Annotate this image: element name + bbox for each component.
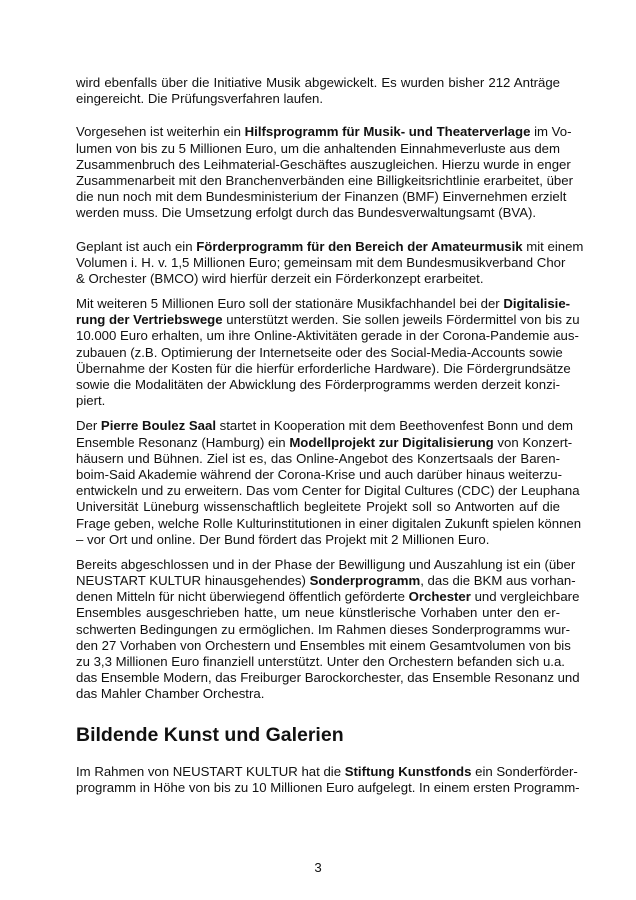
text-line — [76, 312, 580, 328]
text-run: denen Mitteln für nicht überwiegend öffentlich geförderte — [76, 589, 409, 605]
text-line — [76, 621, 571, 638]
text-run: piert. — [76, 393, 106, 409]
bold-text: Stiftung Kunstfonds — [344, 764, 472, 779]
text-line — [76, 670, 580, 686]
text-run: Universität Lüneburg wissenschaftlich begleitete Projekt soll so Antworten auf die — [76, 499, 560, 515]
section-heading: Bildende Kunst und Galerien — [76, 724, 344, 746]
section-paragraph — [76, 764, 580, 796]
text-line — [76, 483, 580, 499]
text-line — [76, 393, 560, 409]
text-line — [76, 764, 578, 780]
text-line — [76, 418, 574, 434]
text-run: wird ebenfalls über die Initiative Musik abgewickelt. Es wurden bisher 212 Anträge — [76, 75, 560, 90]
bold-text: rung der Vertriebswege — [76, 312, 223, 328]
text-run: & Orchester (BMCO) wird hierfür derzeit ein Förderkonzept erarbeitet. — [76, 270, 484, 286]
text-line — [76, 605, 560, 621]
text-run: Bereits abgeschlossen und in der Phase der Bewilligung und Auszahlung ist ein (über — [76, 556, 576, 572]
paragraph — [76, 296, 580, 409]
text-run: boim-Said Akademie während der Corona-Krise und auch darüber hinaus weiterzu- — [76, 466, 563, 482]
text-line — [76, 75, 560, 91]
text-line — [76, 328, 579, 344]
text-run: Der — [76, 418, 101, 434]
text-run: das Ensemble Modern, das Freiburger Barockorchester, das Ensemble Resonanz und — [76, 670, 580, 686]
text-line — [76, 238, 584, 255]
paragraph — [76, 75, 560, 107]
text-run: im Vo- — [530, 124, 572, 140]
text-line — [76, 515, 582, 532]
text-line — [76, 377, 560, 393]
text-run: Zusammenbruch des Leihmaterial-Geschäftes auszugleichen. Hierzu wurde in enger — [76, 156, 571, 172]
text-line — [76, 451, 560, 467]
paragraph — [76, 556, 580, 703]
paragraph — [76, 124, 573, 221]
bold-text: Hilfsprogramm für Musik- und Theaterverlage — [244, 124, 531, 140]
text-run: , das die BKM aus vorhan- — [420, 573, 576, 589]
text-run: sowie die Modalitäten der Abwicklung des Förderprogramms werden derzeit konzi- — [76, 377, 560, 392]
text-run: zu 3,3 Millionen Euro finanziell unterstützt. Unter den Orchestern befanden sich u.a. — [76, 654, 565, 669]
text-run: entwickeln und zu erweitern. Das vom Center for Digital Cultures (CDC) der Leuphana — [76, 483, 580, 499]
text-run: Zusammenarbeit mit den Branchenverbänden eine Billigkeitsrichtlinie erarbeitet, über — [76, 172, 573, 188]
text-run: NEUSTART KULTUR hinausgehendes) — [76, 573, 310, 589]
text-line — [76, 499, 560, 515]
text-line — [76, 637, 571, 654]
text-line — [76, 573, 576, 589]
text-run: startet in Kooperation mit dem Beethovenfest Bonn und dem — [216, 418, 574, 434]
page-number: 3 — [314, 860, 322, 875]
text-line — [76, 434, 573, 451]
text-line — [76, 91, 560, 107]
text-run: Volumen i. H. v. 1,5 Millionen Euro; gemeinsam mit dem Bundesmusikverband Chor — [76, 254, 566, 270]
text-run: werden muss. Die Umsetzung erfolgt durch das Bundesverwaltungsamt (BVA). — [76, 205, 537, 221]
text-run: und vergleichbare — [470, 589, 580, 605]
bold-text: Digitalisie- — [503, 296, 571, 312]
text-run: Übernahme der Kosten für die hierfür erforderliche Hardware). Die Fördergrundsätze — [76, 360, 571, 376]
text-run: den 27 Vorhaben von Orchestern und Ensembles mit einem Gesamtvolumen von bis — [76, 637, 571, 653]
text-line — [76, 344, 563, 361]
text-run: Mit weiteren 5 Millionen Euro soll der stationäre Musikfachhandel bei der — [76, 296, 504, 312]
text-line — [76, 686, 560, 702]
text-run: Im Rahmen von NEUSTART KULTUR hat die — [76, 764, 345, 779]
text-line — [76, 360, 571, 377]
text-run: eingereicht. Die Prüfungsverfahren laufen. — [76, 91, 324, 107]
text-run: Frage geben, welche Rolle Kulturinstitutionen in einer digitalen Zukunft spielen können — [76, 515, 582, 531]
text-run: das Mahler Chamber Orchestra. — [76, 686, 265, 702]
text-run: mit einem — [522, 238, 584, 254]
text-run: Ensembles ausgeschrieben hatte, um neue künstlerische Vorhaben unter den er- — [76, 605, 560, 621]
text-line — [76, 556, 576, 573]
bold-text: Modellprojekt zur Digitalisierung — [289, 434, 494, 450]
text-run: 10.000 Euro erhalten, um ihre Online-Aktivitäten gerade in der Corona-Pandemie aus- — [76, 328, 579, 344]
text-line — [76, 589, 580, 605]
paragraph — [76, 418, 582, 548]
bold-text: Sonderprogramm — [309, 573, 421, 589]
text-line — [76, 271, 560, 287]
text-line — [76, 532, 560, 548]
text-line — [76, 189, 567, 205]
bold-text: Pierre Boulez Saal — [100, 418, 216, 434]
text-line — [76, 296, 571, 312]
text-line — [76, 156, 571, 173]
body-text — [76, 75, 584, 703]
text-run: Ensemble Resonanz (Hamburg) ein — [76, 434, 290, 450]
text-run: programm in Höhe von bis zu 10 Millionen Euro aufgelegt. In einem ersten Programm- — [76, 780, 580, 796]
text-line — [76, 172, 573, 189]
text-run: zubauen (z.B. Optimierung der Internetseite oder des Social-Media-Accounts sowie — [76, 344, 563, 360]
text-run: Geplant ist auch ein — [76, 238, 197, 254]
text-run: die nun noch mit dem Bundesministerium der Finanzen (BMF) Einvernehmen erzielt — [76, 189, 567, 205]
text-run: unterstützt werden. Sie sollen jeweils Fördermittel von bis zu — [222, 312, 580, 328]
paragraph — [76, 238, 584, 288]
text-line — [76, 141, 560, 157]
text-line — [76, 780, 580, 796]
text-run: von Konzert- — [493, 434, 573, 450]
text-run: Vorgesehen ist weiterhin ein — [76, 124, 245, 140]
text-line — [76, 124, 572, 140]
bold-text: Orchester — [408, 589, 471, 605]
text-run: lumen von bis zu 5 Millionen Euro, um die anhaltenden Einnahmeverluste aus dem — [76, 140, 560, 156]
paragraph — [76, 764, 580, 796]
text-line — [76, 205, 560, 221]
text-run: häusern und Bühnen. Ziel ist es, das Online-Angebot des Konzertsaals der Baren- — [76, 450, 560, 466]
text-run: ein Sonderförder- — [471, 764, 578, 779]
text-line — [76, 654, 565, 670]
text-run: schwerten Bedingungen zu ermöglichen. Im Rahmen dieses Sonderprogramms wur- — [76, 621, 571, 637]
text-run: – vor Ort und online. Der Bund fördert das Projekt mit 2 Millionen Euro. — [76, 531, 490, 547]
bold-text: Förderprogramm für den Bereich der Amateurmusik — [196, 238, 523, 254]
text-line — [76, 466, 563, 483]
text-line — [76, 254, 566, 271]
